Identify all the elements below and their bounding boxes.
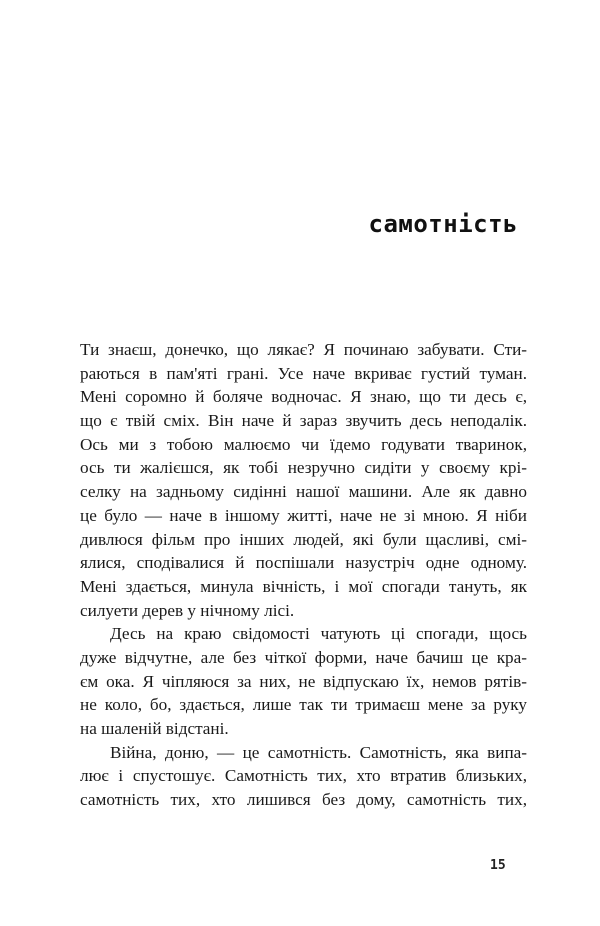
text-line: раються в пам'яті грані. Усе наче вкриває густий туман. — [80, 363, 527, 383]
text-line: не коло, бо, здається, лише так ти тримаєш мене за руку — [80, 695, 527, 715]
text-line: самотність тих, хто лишився без дому, самотність тих, — [80, 790, 527, 810]
text-line: дивлюся фільм про інших людей, які були щасливі, смі- — [80, 529, 527, 549]
text-line: Мені соромно й боляче водночас. Я знаю, що ти десь є, — [80, 387, 527, 407]
text-line: ялися, сподівалися й поспішали назустріч одне одному. — [80, 553, 527, 573]
text-line: ось ти жалієшся, як тобі незручно сидіти у своєму крі- — [80, 458, 527, 478]
text-line: єм ока. Я чіпляюся за них, не відпускаю їх, немов рятів- — [80, 671, 527, 691]
text-line: Війна, доню, — це самотність. Самотність, яка випа- — [110, 742, 527, 762]
text-line: Десь на краю свідомості чатують ці спогади, щось — [110, 624, 527, 644]
text-line: силуети дерев у нічному лісі. — [80, 600, 295, 620]
text-line: дуже відчутне, але без чіткої форми, наче бачиш це кра- — [80, 647, 527, 667]
text-line: Ти знаєш, донечко, що лякає? Я починаю забувати. Сти- — [80, 340, 527, 359]
text-line: лює і спустошує. Самотність тих, хто втратив близьких, — [80, 766, 527, 786]
text-line: Мені здається, минула вічність, і мої спогади тануть, як — [80, 576, 527, 596]
text-line: Ось ми з тобою малюємо чи їдемо годувати тваринок, — [80, 434, 527, 454]
text-line: це було — наче в іншому житті, наче не зі мною. Я ніби — [80, 505, 527, 525]
chapter-title: самотність — [368, 210, 518, 238]
body-text — [80, 338, 527, 812]
page-number: 15 — [490, 858, 506, 873]
text-line: селку на задньому сидінні нашої машини. Але як давно — [80, 482, 527, 502]
text-line: на шаленій відстані. — [80, 719, 229, 738]
text-line: що є твій сміх. Він наче й зараз звучить десь неподалік. — [80, 411, 527, 431]
